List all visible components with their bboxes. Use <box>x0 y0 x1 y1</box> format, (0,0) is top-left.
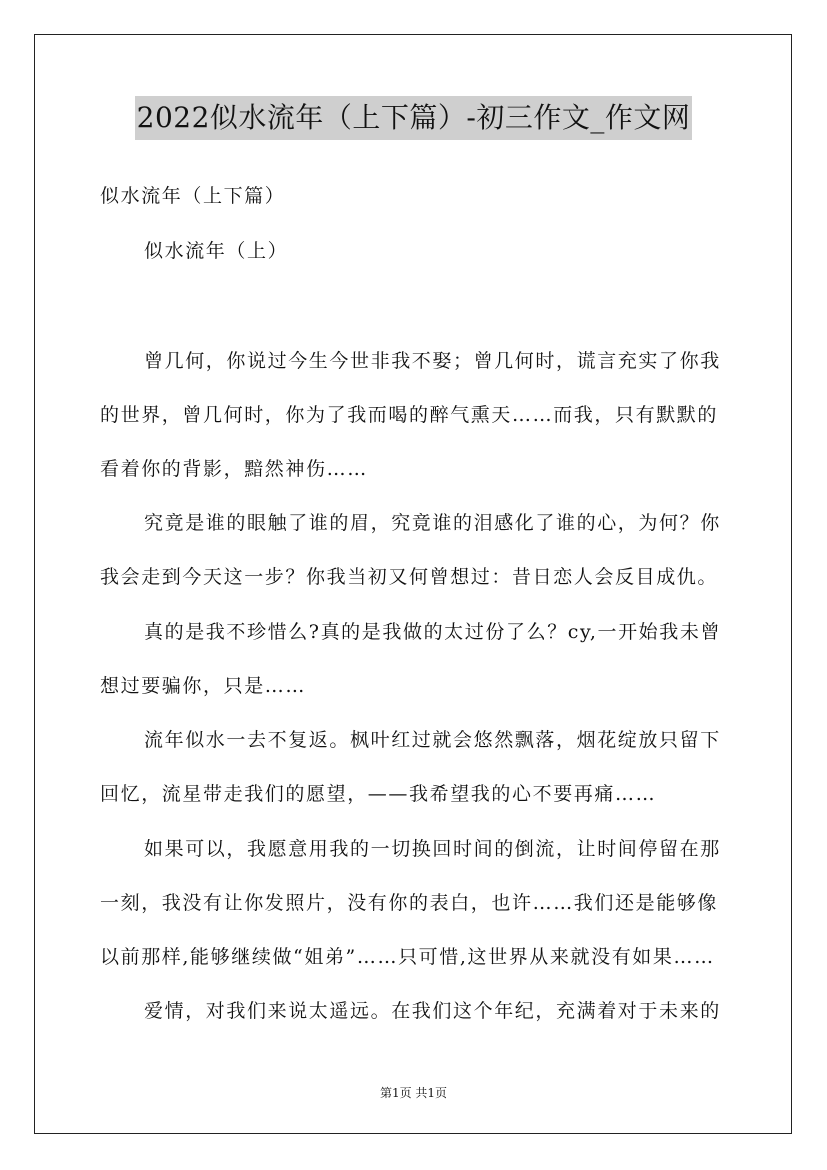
paragraph-line: 爱情，对我们来说太遥远。在我们这个年纪，充满着对于未来的 <box>144 1000 721 1022</box>
document-title: 2022似水流年（上下篇）-初三作文_作文网 <box>135 96 693 140</box>
paragraph-line: 如果可以，我愿意用我的一切换回时间的倒流，让时间停留在那 <box>144 838 721 860</box>
paragraph-line: 回忆，流星带走我们的愿望，——我希望我的心不要再痛…… <box>100 783 657 805</box>
subtitle: 似水流年（上下篇） <box>100 185 286 207</box>
page-footer: 第1页 共1页 <box>379 1086 448 1100</box>
paragraph-line: 的世界，曾几何时，你为了我而喝的醉气熏天……而我，只有默默的 <box>100 404 719 426</box>
paragraph-line: 曾几何，你说过今生今世非我不娶；曾几何时，谎言充实了你我 <box>144 350 721 372</box>
title-wrap <box>0 96 827 140</box>
paragraph-line: 看着你的背影，黯然神伤…… <box>100 458 368 480</box>
paragraph-line: 我会走到今天这一步？你我当初又何曾想过：昔日恋人会反目成仇。 <box>100 566 719 588</box>
paragraph-line: 流年似水一去不复返。枫叶红过就会悠然飘落，烟花绽放只留下 <box>144 729 721 751</box>
paragraph-line: 想过要骗你，只是…… <box>100 675 307 697</box>
paragraph-line: 以前那样,能够继续做“姐弟”……只可惜,这世界从来就没有如果…… <box>100 946 715 968</box>
paragraph-line: 真的是我不珍惜么?真的是我做的太过份了么？cy,一开始我未曾 <box>144 621 722 643</box>
paragraph-line: 一刻，我没有让你发照片，没有你的表白，也许……我们还是能够像 <box>100 892 719 914</box>
section-heading: 似水流年（上） <box>144 240 289 262</box>
paragraph-line: 究竟是谁的眼触了谁的眉，究竟谁的泪感化了谁的心，为何？你 <box>144 512 721 534</box>
